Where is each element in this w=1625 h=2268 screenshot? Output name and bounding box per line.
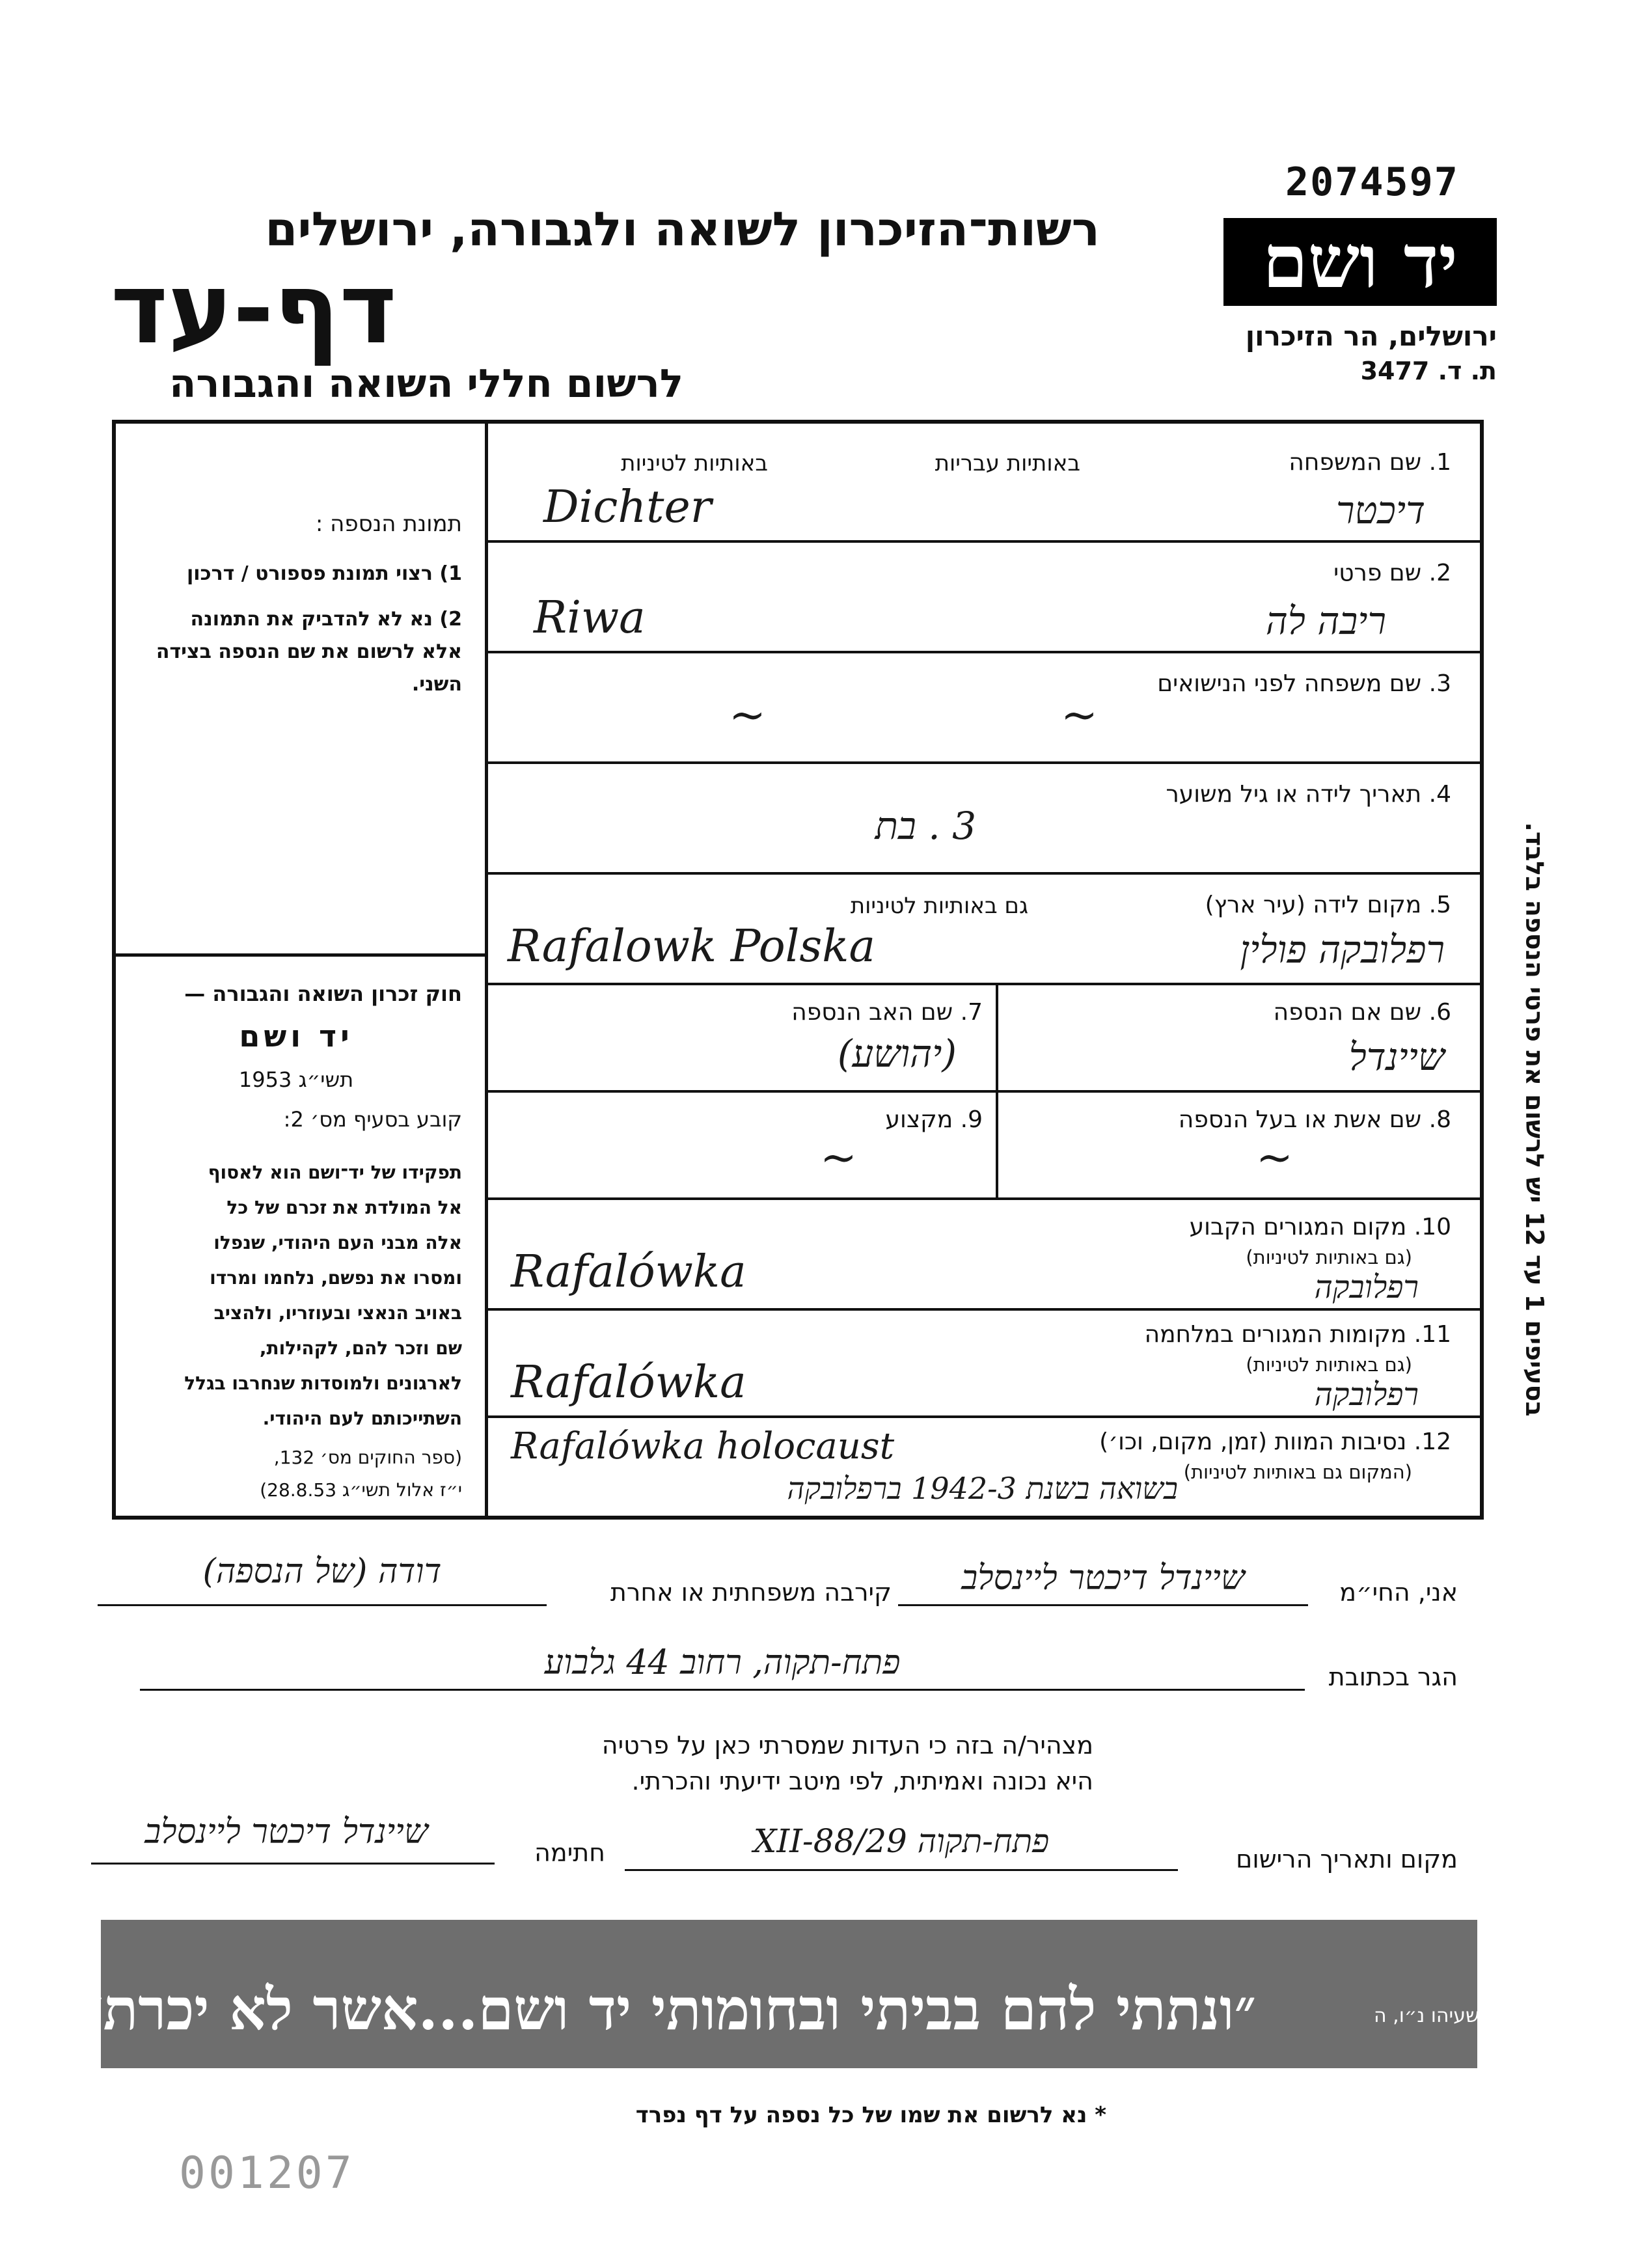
law-body-3: אלה מבני העם היהודי, שנפלו	[213, 1232, 462, 1253]
field-3-label: 3. שם משפחה לפני הנישואים	[1157, 670, 1451, 697]
decl-certify-line1: מצהיר/ה בזה כי העדות שמסרתי כאן על פרטיה	[601, 1731, 1093, 1760]
decl-place-date-line	[625, 1869, 1178, 1871]
decl-place-date-label: מקום ותאריך הרישום	[1236, 1845, 1458, 1874]
field-4-value: 3 . בת	[875, 804, 976, 848]
law-body-1: תפקידו של יד־ושם הוא לאסוף	[208, 1162, 462, 1183]
field-3-value-b: ~	[1061, 690, 1098, 741]
field-1-col-hebrew: באותיות עבריות	[935, 450, 1080, 476]
decl-relation-label: קירבה משפחתית או אחרת	[610, 1578, 892, 1607]
field-4-label: 4. תאריך לידה או גיל משוער	[1166, 781, 1451, 808]
field-11-label: 11. מקומות המגורים במלחמה	[1144, 1321, 1451, 1348]
field-8-value: ~	[1256, 1132, 1293, 1184]
field-3-value-a: ~	[729, 690, 766, 741]
left-column-split	[112, 953, 488, 957]
photo-box-title: תמונת הנספה :	[315, 511, 462, 537]
law-body-8: השתייכותם לעם היהודי.	[262, 1408, 462, 1429]
law-line1: חוק זכרון השואה והגבורה —	[184, 981, 462, 1006]
banner-quote: ״ונתתי להם בביתי ובחומותי יד ושם...אשר לא יכרת״	[81, 1975, 1256, 2043]
row-divider	[485, 540, 1484, 543]
law-ref1: (ספר החוקים מס׳ 132,	[273, 1447, 462, 1468]
field-5-label: 5. מקום לידה (עיר ארץ)	[1205, 892, 1451, 918]
row-divider	[485, 1415, 1484, 1418]
field-10-value-latin: Rafalówka	[511, 1246, 746, 1298]
decl-signature-value: שיינדל דיכטר ליינסלב	[144, 1812, 428, 1851]
field-1-label: 1. שם המשפחה	[1289, 449, 1451, 476]
field-6-label: 6. שם אם הנספה	[1273, 999, 1451, 1026]
field-1-col-latin: באותיות לטיניות	[621, 450, 768, 476]
form-title: דף-עד	[111, 253, 397, 366]
field-2-value-hebrew: ריבה לה	[1265, 599, 1386, 643]
field-12-label: 12. נסיבות המוות (זמן, מקום, וכו׳)	[1099, 1428, 1451, 1455]
decl-relation-line	[98, 1604, 547, 1606]
field-5-value-hebrew: רפלובקה פולין	[1240, 927, 1445, 972]
field-9-label: 9. מקצוע	[885, 1106, 983, 1133]
law-body-4: ומסרו את נפשם, נלחמו ומרדו	[210, 1267, 462, 1289]
side-instruction: בסעיפים 1 עד 12 יש לרשום את פרטי הנספה בלבד.	[1520, 822, 1549, 1417]
field-1-value-latin: Dichter	[543, 482, 712, 533]
row-divider	[485, 651, 1484, 653]
decl-i-value: שיינדל דיכטר ליינסלב	[961, 1559, 1245, 1598]
photo-box-item2-line3: השני.	[411, 673, 462, 696]
photo-box-item2-line2: אלא לרשום את שם הנספה בצידה	[156, 640, 462, 663]
decl-address-line	[140, 1689, 1305, 1691]
decl-certify-line2: היא נכונה ואמיתית, לפי מיטב ידיעתי והכרתי.	[631, 1767, 1093, 1796]
law-body-7: לארגונים ולמוסדות שנחרבו בגלל	[184, 1373, 462, 1394]
photo-box-item1: 1) רצוי תמונת פספורט / דרכון	[186, 562, 462, 585]
field-8-label: 8. שם אשת או בעל הנספה	[1178, 1106, 1451, 1133]
logo-address-line1: ירושלים, הר הזיכרון	[1245, 320, 1497, 352]
law-body-2: אל המולדת את זכרם של כל	[226, 1197, 462, 1218]
law-line3: תשי״ג 1953	[238, 1067, 354, 1092]
footnote: * נא לרשום את שמו של כל נספה על דף נפרד	[635, 2102, 1106, 2128]
decl-place-date-value: פתח-תקוה 29/XII-88	[753, 1822, 1050, 1860]
banner-reference: ישעיהו נ״ו, ה	[1374, 2004, 1484, 2027]
left-column-divider	[485, 420, 488, 1520]
law-ref2: י״ז אלול תשי״ג 28.8.53)	[260, 1479, 462, 1501]
row-divider	[485, 761, 1484, 764]
law-body-6: שם וזכר להם, לקהילות,	[259, 1337, 462, 1359]
decl-address-label: הגר בכתובת	[1328, 1663, 1458, 1691]
authority-title: רשות־הזיכרון לשואה ולגבורה, ירושלים	[265, 202, 1100, 256]
decl-i-line	[898, 1604, 1308, 1606]
decl-i-label: אני, החי״מ	[1339, 1578, 1458, 1607]
law-line2: יד ושם	[239, 1018, 353, 1054]
field-10-value-hebrew: רפלובקה	[1314, 1269, 1419, 1305]
law-line4: קובע בסעיף מס׳ 2:	[283, 1107, 462, 1132]
field-5-value-latin: Rafalowk Polska	[508, 921, 876, 972]
field-1-value-hebrew: דיכטר	[1335, 488, 1425, 532]
row-divider	[485, 1197, 1484, 1200]
decl-address-value: פתח-תקוה, רחוב 44 גלבוע	[544, 1643, 901, 1682]
decl-signature-line	[91, 1863, 495, 1865]
decl-relation-value: דודה (של הנספה)	[202, 1552, 442, 1591]
field-7-label: 7. שם האב הנספה	[791, 999, 983, 1026]
field-11-sublabel: (גם באותיות לטיניות)	[1246, 1354, 1412, 1376]
field-10-label: 10. מקום המגורים הקבוע	[1189, 1214, 1451, 1240]
field-7-value: (יהושע)	[837, 1032, 957, 1076]
serial-number: 2074597	[1285, 159, 1459, 205]
decl-signature-label: חתימה	[534, 1838, 605, 1867]
row-divider	[485, 872, 1484, 875]
row-divider	[485, 983, 1484, 985]
field-11-value-hebrew: רפלובקה	[1314, 1376, 1419, 1413]
field-11-value-latin: Rafalówka	[511, 1357, 746, 1408]
photo-box-item2-line1: 2) נא לא להדביק את התמונה	[190, 608, 462, 631]
row-divider	[485, 1090, 1484, 1093]
field-2-label: 2. שם פרטי	[1333, 560, 1451, 586]
field-12-value-latin: Rafalówka holocaust	[511, 1425, 895, 1468]
law-body-5: באויב הנאצי ובעוזריו, ולהציב	[213, 1302, 462, 1324]
logo-address-line2: ת. ד. 3477	[1360, 357, 1497, 385]
row-6-9-divider	[996, 983, 998, 1197]
row-divider	[485, 1308, 1484, 1311]
yad-vashem-logo: יד ושם	[1223, 218, 1497, 306]
field-2-value-latin: Riwa	[534, 592, 646, 644]
field-10-sublabel: (גם באותיות לטיניות)	[1246, 1246, 1412, 1268]
form-subtitle: לרשום חללי השואה והגבורה	[169, 361, 683, 407]
field-5-col-latin: גם באותיות לטיניות	[850, 893, 1028, 919]
field-12-value-hebrew: בשואה בשנת 1942-3 ברפלובקה	[787, 1471, 1178, 1506]
field-12-sublabel: (המקום גם באותיות לטיניות)	[1183, 1461, 1412, 1483]
field-9-value: ~	[820, 1132, 857, 1184]
field-6-value: שיינדל	[1348, 1035, 1445, 1079]
archive-stamp: 001207	[179, 2148, 355, 2199]
